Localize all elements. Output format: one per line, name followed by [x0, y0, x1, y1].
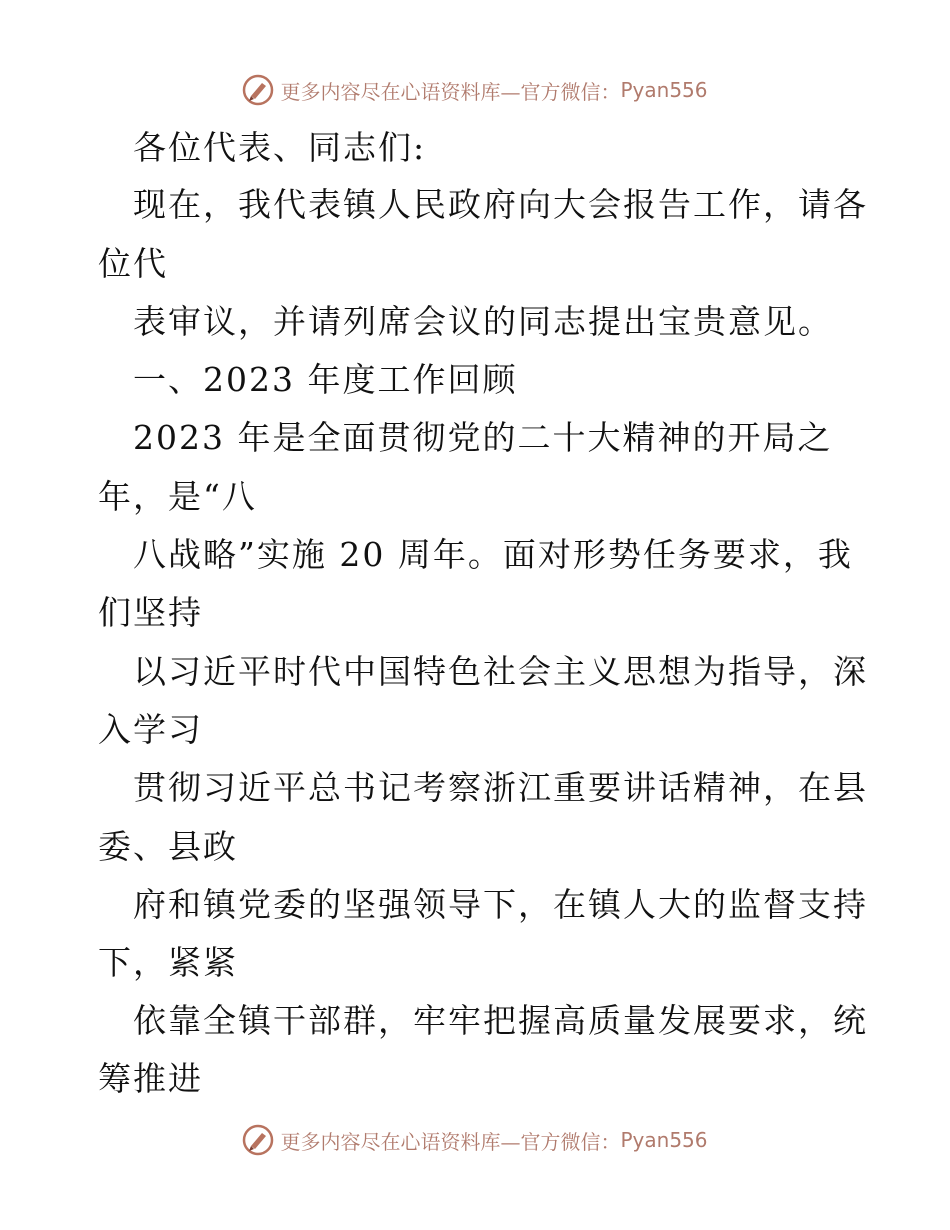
- text-line: 现在，我代表镇人民政府向大会报告工作，请各: [133, 185, 868, 224]
- text-line: 年，是“八: [98, 477, 257, 516]
- watermark-handle: Pyan556: [620, 1128, 708, 1152]
- text-line: 各位代表、同志们:: [133, 128, 427, 167]
- watermark-header: [0, 72, 950, 108]
- text-line: 2023 年是全面贯彻党的二十大精神的开局之: [133, 418, 833, 457]
- text-line: 委、县政: [98, 827, 238, 866]
- text-line: 表审议，并请列席会议的同志提出宝贵意见。: [133, 302, 833, 341]
- text-line: 依靠全镇干部群，牢牢把握高质量发展要求，统: [133, 1001, 868, 1040]
- text-line: 一、2023 年度工作回顾: [133, 360, 518, 399]
- watermark-footer: [0, 1122, 950, 1158]
- pen-logo-icon: [242, 74, 274, 106]
- watermark-handle: Pyan556: [620, 78, 708, 102]
- pen-logo-icon: [242, 1124, 274, 1156]
- text-line: 府和镇党委的坚强领导下，在镇人大的监督支持: [133, 885, 868, 924]
- watermark-text: 更多内容尽在心语资料库—官方微信：: [280, 1129, 621, 1154]
- watermark-text: 更多内容尽在心语资料库—官方微信：: [280, 79, 621, 104]
- text-line: 以习近平时代中国特色社会主义思想为指导，深: [133, 652, 868, 691]
- text-line: 贯彻习近平总书记考察浙江重要讲话精神，在县: [133, 768, 868, 807]
- text-line: 筹推进: [98, 1059, 203, 1098]
- text-line: 入学习: [98, 710, 203, 749]
- text-line: 八战略”实施 20 周年。面对形势任务要求，我: [133, 535, 853, 574]
- text-line: 下，紧紧: [98, 943, 238, 982]
- text-line: 们坚持: [98, 593, 203, 632]
- text-line: 位代: [98, 244, 168, 283]
